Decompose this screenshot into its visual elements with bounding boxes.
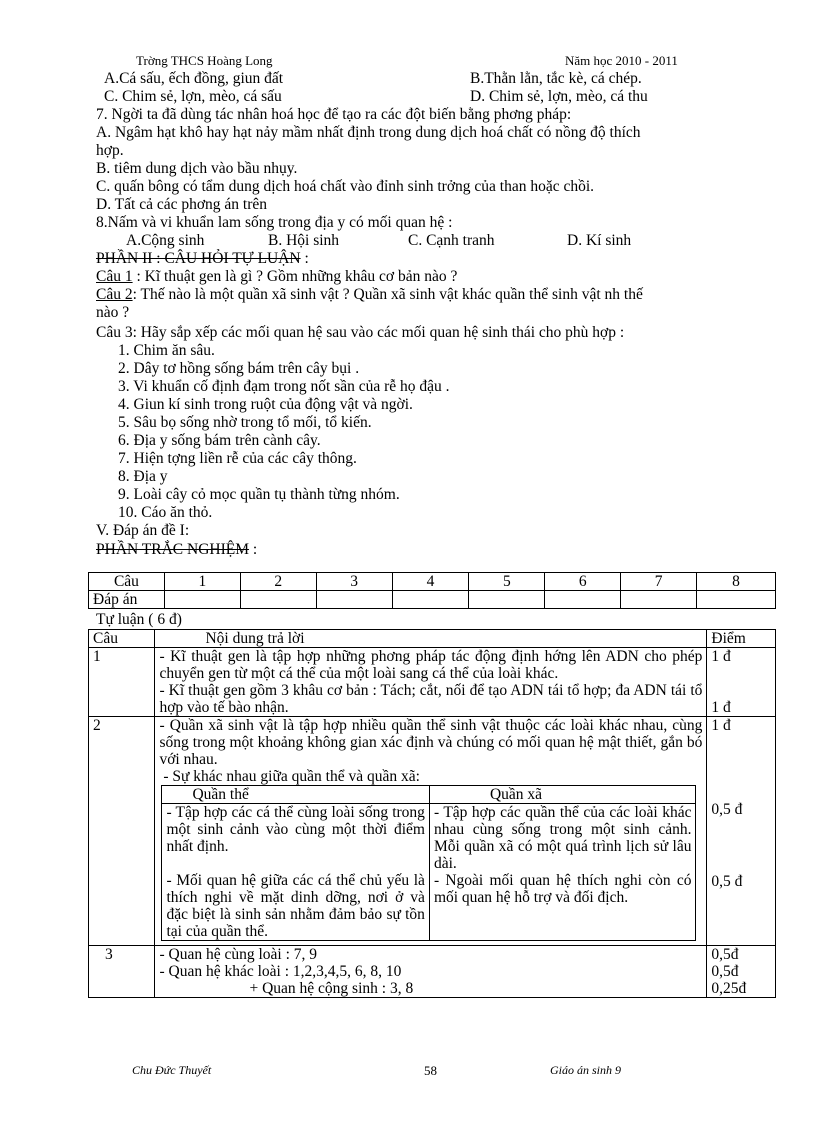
comparison-head-quanxa: Quần xã	[429, 786, 696, 804]
q6-option-c: C. Chim sẻ, lợn, mèo, cá sấu	[104, 88, 282, 105]
footer-page-number: 58	[424, 1063, 437, 1078]
essay-row-1-para-2: - Kĩ thuật gen gồm 3 khâu cơ bản : Tách; cắt, nối để tạo ADN tái tổ hợp; đa ADN tái tổ hợp vào tế bào nhận.	[159, 682, 703, 716]
comparison-head-quanthe: Quần thể	[162, 786, 429, 804]
q8-stem: 8.Nấm và vi khuẩn lam sống trong địa y có mối quan hệ :	[96, 214, 453, 231]
q7-option-d: D. Tất cả các phơng án trên	[96, 196, 268, 213]
school-name: Trờng THCS Hoàng Long	[136, 53, 273, 68]
essay-row-2-para-1: - Quần xã sinh vật là tập hợp nhiều quần thể sinh vật thuộc các loài khác nhau, cùng sống trong một khoảng không gian xác định và chúng có mối quan hệ mật thiết, gắn bó với nhau.	[159, 717, 703, 768]
grid-header-cell: 6	[545, 573, 621, 591]
essay-row-2-num: 2	[89, 717, 155, 946]
q7-stem: 7. Ngời ta đã dùng tác nhân hoá học để tạo ra các đột biến bằng phơng pháp:	[96, 106, 572, 123]
answer-grid	[88, 572, 776, 609]
q8-option-a: A.Cộng sinh	[126, 232, 205, 249]
q7-option-c: C. quấn bông có tẩm dung dịch hoá chất vào đỉnh sinh trởng của than hoặc chồi.	[96, 178, 595, 195]
grid-answer-cell	[621, 591, 697, 609]
q7-option-b: B. tiêm dung dịch vào bầu nhụy.	[96, 160, 298, 177]
question-1-label: Câu 1	[96, 268, 133, 285]
essay-row-2-score-1: 1 đ	[711, 717, 731, 734]
grid-answer-cell	[697, 591, 776, 609]
part2-title	[96, 250, 309, 267]
grid-header-cell: Câu	[89, 573, 165, 591]
essay-head-content: Nội dung trả lời	[155, 630, 707, 648]
relation-item: 5. Sâu bọ sống nhờ trong tổ mối, tổ kiến.	[118, 414, 372, 431]
essay-row-3-line-3: + Quan hệ cộng sinh : 3, 8	[249, 980, 414, 997]
grid-answer-cell	[469, 591, 545, 609]
essay-head-score: Điểm	[707, 630, 776, 648]
essay-row-1-para-1: - Kĩ thuật gen là tập hợp những phơng pháp tác động định hớng lên ADN cho phép chuyển gen từ một cá thể của một loài sang cá thể của loài khác.	[159, 648, 703, 682]
essay-row-3-line-2: - Quan hệ khác loài : 1,2,3,4,5, 6, 8, 10	[159, 963, 402, 980]
essay-answer-table	[88, 629, 776, 998]
answers-tn-title	[96, 541, 257, 558]
footer-book: Giáo án sinh 9	[550, 1063, 622, 1077]
part2-title-text: PHẦN II : CÂU HỎI TỰ LUẬN	[96, 250, 301, 267]
part2-question-2-cont: nào ?	[96, 304, 130, 321]
answers-title: V. Đáp án đề I:	[96, 522, 190, 539]
essay-row-1-score-1: 1 đ	[711, 648, 731, 665]
essay-row-2-score-2: 0,5 đ	[711, 801, 743, 818]
relation-item: 8. Địa y	[118, 468, 168, 485]
essay-row-1-num: 1	[89, 648, 155, 717]
q7-option-a-line2: hợp.	[96, 142, 124, 159]
part2-question-1	[96, 268, 457, 285]
essay-head-cau: Câu	[89, 630, 155, 648]
relation-item: 3. Vi khuẩn cố định đạm trong nốt sần của rễ họ đậu .	[118, 378, 450, 395]
comparison-quanthe-1: - Tập hợp các cá thể cùng loài sống trong một sinh cảnh vào cùng một thời điểm nhất định.	[166, 804, 425, 855]
q6-option-d: D. Chim sẻ, lợn, mèo, cá thu	[470, 88, 648, 105]
essay-row-3-score-1: 0,5đ	[711, 946, 739, 963]
grid-header-cell: 5	[469, 573, 545, 591]
grid-header-cell: 7	[621, 573, 697, 591]
q6-option-b: B.Thằn lằn, tắc kè, cá chép.	[470, 70, 642, 87]
grid-answer-label: Đáp án	[89, 591, 165, 609]
grid-answer-cell	[545, 591, 621, 609]
footer-author: Chu Đức Thuyết	[132, 1063, 212, 1077]
relation-item: 2. Dây tơ hồng sống bám trên cây bụi .	[118, 360, 360, 377]
relation-item: 7. Hiện tợng liền rễ của các cây thông.	[118, 450, 357, 467]
part2-title-colon: :	[300, 250, 309, 267]
q8-option-c: C. Cạnh tranh	[408, 232, 495, 249]
essay-row-3-score-2: 0,5đ	[711, 963, 739, 980]
grid-header-cell: 2	[240, 573, 316, 591]
essay-row-1-score-2: 1 đ	[711, 699, 731, 716]
grid-answer-cell	[392, 591, 469, 609]
comparison-quanthe-2: - Mối quan hệ giữa các cá thể chủ yếu là thích nghi về mặt dinh dỡng, nơi ở và đặc biệt là sinh sản nhằm đảm bảo sự tồn tại của quần thể.	[166, 872, 425, 940]
grid-header-cell: 4	[392, 573, 469, 591]
grid-header-cell: 8	[697, 573, 776, 591]
question-2-label: Câu 2	[96, 286, 133, 303]
grid-header-cell: 3	[316, 573, 392, 591]
part2-question-2	[96, 286, 643, 303]
q8-option-d: D. Kí sinh	[567, 232, 632, 249]
part2-question-3: Câu 3: Hãy sắp xếp các mối quan hệ sau vào các mối quan hệ sinh thái cho phù hợp :	[96, 324, 625, 341]
grid-answer-cell	[240, 591, 316, 609]
q8-option-b: B. Hội sinh	[268, 232, 340, 249]
tuluan-title: Tự luận ( 6 đ)	[96, 611, 182, 628]
relation-item: 1. Chim ăn sâu.	[118, 342, 215, 359]
relation-item: 4. Giun kí sinh trong ruột của động vật và ngời.	[118, 396, 413, 413]
essay-row-3-num: 3	[89, 946, 155, 998]
relation-item: 6. Địa y sống bám trên cành cây.	[118, 432, 321, 449]
grid-answer-cell	[316, 591, 392, 609]
grid-header-cell: 1	[164, 573, 240, 591]
comparison-quanxa-2: - Ngoài mối quan hệ thích nghi còn có mối quan hệ hỗ trợ và đối địch.	[433, 872, 692, 906]
question-2-text: : Thế nào là một quần xã sinh vật ? Quần xã sinh vật khác quần thể sinh vật nh thế	[132, 286, 643, 303]
essay-row-2-score-3: 0,5 đ	[711, 873, 743, 890]
school-year: Năm học 2010 - 2011	[565, 53, 678, 68]
q7-option-a-line1: A. Ngâm hạt khô hay hạt nảy mầm nhất định trong dung dịch hoá chất có nồng độ thích	[96, 124, 641, 141]
essay-row-3-line-1: - Quan hệ cùng loài : 7, 9	[159, 946, 318, 963]
relation-item: 10. Cáo ăn thỏ.	[118, 504, 213, 521]
comparison-table	[161, 785, 696, 941]
grid-answer-cell	[164, 591, 240, 609]
essay-row-2-para-2: - Sự khác nhau giữa quần thể và quần xã:	[159, 768, 420, 785]
question-1-text: : Kĩ thuật gen là gì ? Gồm những khâu cơ bản nào ?	[132, 268, 458, 285]
essay-row-3-score-3: 0,25đ	[711, 980, 747, 997]
tn-title-colon: :	[249, 541, 258, 558]
q6-option-a: A.Cá sấu, ếch đồng, giun đất	[104, 70, 284, 87]
comparison-quanxa-1: - Tập hợp các quần thể của các loài khác nhau cùng sống trong một sinh cảnh. Mỗi quần xã có một quá trình lịch sử lâu dài.	[433, 804, 692, 872]
relation-item: 9. Loài cây cỏ mọc quần tụ thành từng nhóm.	[118, 486, 400, 503]
tn-title-text: PHẦN TRẮC NGHIỆM	[96, 541, 250, 558]
